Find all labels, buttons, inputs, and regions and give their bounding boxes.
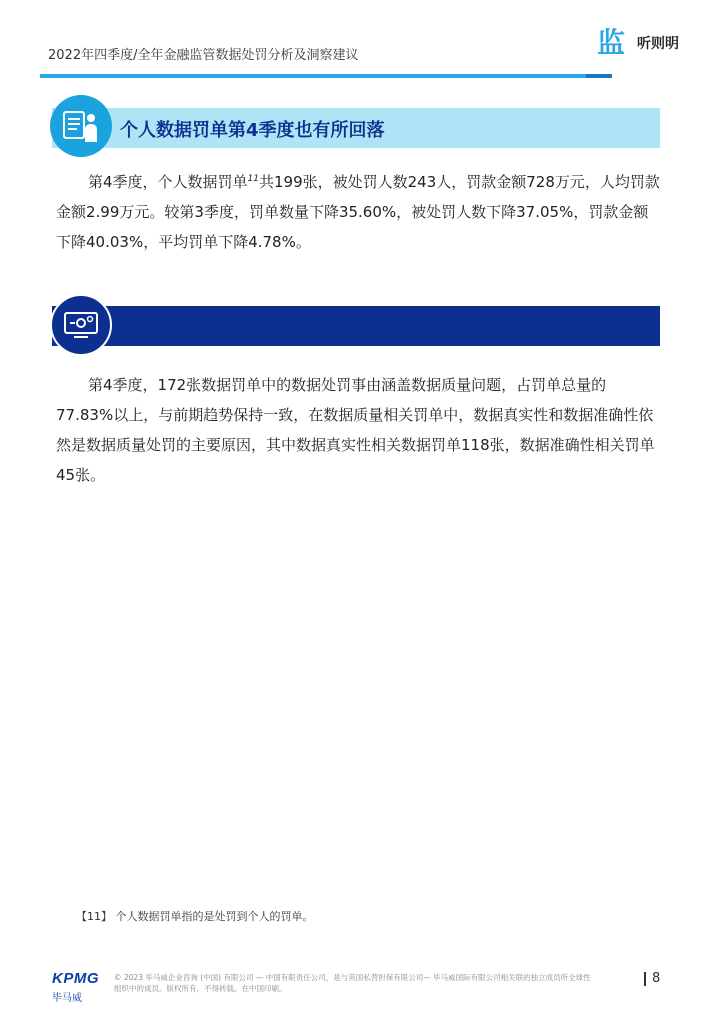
- paragraph-text: 第4季度，个人数据罚单: [88, 173, 248, 191]
- section-banner-data-quality: [52, 306, 660, 346]
- kpmg-logo-cn: 毕马威: [52, 993, 82, 1004]
- section-banner-personal-data: [52, 108, 660, 148]
- paragraph-text: 第4季度，172张数据罚单中的数据处罚事由涵盖数据质量问题，占罚单总量的77.83%以上，与前期趋势保持一致，在数据质量相关罚单中，数据真实性和数据准确性依然是数据质量处罚的主要原因，其中数据真实性相关数据罚单118张，数据准确性相关罚单45张。: [56, 376, 655, 484]
- monitor-gear-icon: [50, 294, 112, 356]
- footer-legal-text: © 2023 毕马威企业咨询 (中国) 有限公司 — 中国有限责任公司，是与英国私营担保有限公司— 毕马威国际有限公司相关联的独立成员所全球性组织中的成员。版权所有，不得转载。在中国印刷。: [114, 973, 591, 993]
- section-title: 个人数据罚单第4季度也有所回落: [120, 120, 385, 141]
- brand: [593, 28, 679, 58]
- header-rule-accent: [586, 74, 612, 78]
- paragraph-text: 共199张，被处罚人数243人，罚款金额728万元，人均罚款金额2.99万元。较第3季度，罚单数量下降35.60%，被处罚人数下降37.05%，罚款金额下降40.03%，平均罚单下降4.78%。: [56, 173, 660, 251]
- brand-glyph: 监: [596, 26, 625, 59]
- section-paragraph-personal-data: [56, 164, 660, 257]
- document-person-icon: [50, 95, 112, 157]
- page-number: 8: [644, 972, 660, 986]
- footnote-reference: 11: [247, 174, 259, 184]
- footnote: 【11】 个人数据罚单指的是处罚到个人的罚单。: [76, 910, 314, 923]
- header-rule: [40, 74, 612, 78]
- document-header-title: 2022年四季度/全年金融监管数据处罚分析及洞察建议: [48, 48, 359, 63]
- brand-name: 听则明: [637, 36, 679, 52]
- section-paragraph-data-quality: [56, 370, 660, 490]
- kpmg-logo-text: KPMG: [52, 970, 99, 987]
- brand-logo: [593, 28, 629, 58]
- kpmg-logo: [52, 970, 99, 1004]
